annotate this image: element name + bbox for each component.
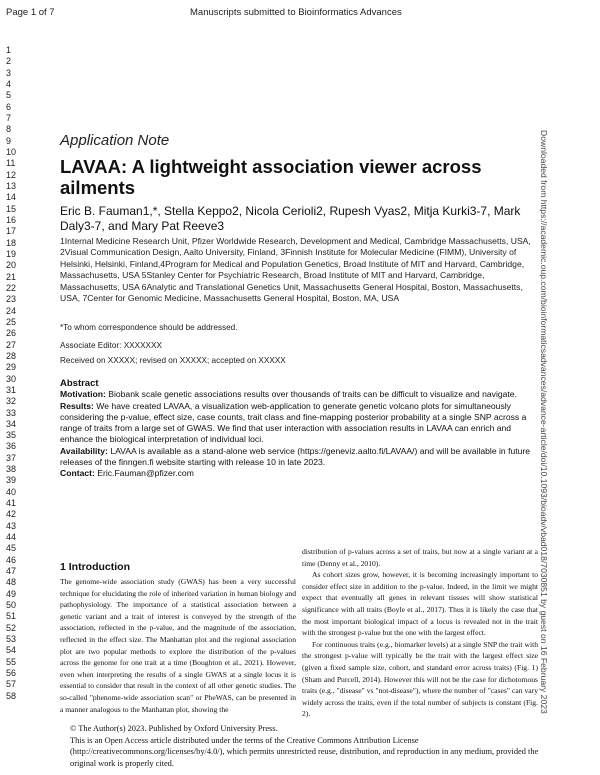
article-type: Application Note [60, 132, 170, 149]
line-number: 57 [6, 679, 17, 690]
line-number: 49 [6, 588, 17, 599]
line-number: 58 [6, 690, 17, 701]
article-title: LAVAA: A lightweight association viewer across ailments [60, 156, 482, 198]
line-number: 3 [6, 67, 12, 78]
line-number: 48 [6, 577, 17, 588]
line-number: 8 [6, 124, 12, 135]
line-number: 11 [6, 158, 16, 169]
intro-paragraph-2: distribution of p-values across a set of traits, but now at a single variant at a time (Denny et al., 2010). [302, 547, 538, 568]
line-number: 29 [6, 362, 17, 373]
abstract-results: Results: We have created LAVAA, a visualization web-application to generate genetic volcano plots for simultaneously considering the p-value, effect size, case counts, trait class and fine-mapping posterior probability at a single SNP across a range of traits from a large set of GWAS. We find that user interaction with association results in LAVAA can enrich and enhance the biological interpretation of individual loci. [60, 400, 527, 445]
download-sidebar: Downloaded from https://academic.oup.com/bioinformaticsadvances/advance-article/doi/10.1093/bioadv/vbad018/7030851 by guest on 16 February 2023 [539, 130, 549, 714]
line-number: 39 [6, 475, 17, 486]
line-number: 9 [6, 135, 12, 146]
line-number: 45 [6, 543, 17, 554]
author-list: Eric B. Fauman1,*, Stella Keppo2, Nicola Cerioli2, Rupesh Vyas2, Mitja Kurki3-7, Mark Daly3-7, and Mary Pat Reeve3 [60, 204, 521, 233]
line-number: 21 [6, 271, 17, 282]
line-number: 51 [6, 611, 17, 622]
line-number: 33 [6, 407, 17, 418]
line-number: 18 [6, 237, 17, 248]
correspondence-note: *To whom correspondence should be addressed. [60, 323, 238, 332]
line-number: 27 [6, 339, 17, 350]
line-number: 14 [6, 192, 17, 203]
line-number: 10 [6, 146, 17, 157]
line-number: 44 [6, 532, 17, 543]
line-number: 22 [6, 282, 17, 293]
line-number: 32 [6, 396, 17, 407]
intro-paragraph-1: The genome-wide association study (GWAS) has been a very successful technique for elucidating the role of inherited variation in human biology and pathophysiology. The importance of a statistical association between a genetic variant and a trait of interest is conveyed by the strength of the association, reflected in the p-value, and the magnitude of the association, reflected in the effect size. The Manhattan plot and the regional association plot are two popular methods to explore the distribution of the p-values across the genome for one trait at a time (Boughton et al., 2021). However, even when interpreting the results of a single GWAS at a single locus it is essential to consider that result in the context of all other genetic studies. The so-called "phenome-wide association scan" or PheWAS, can be presented in a manner analogous to the Manhattan plot, showing the [60, 577, 296, 714]
copyright: © The Author(s) 2023. Published by Oxford University Press. [70, 724, 278, 733]
line-number: 26 [6, 328, 17, 339]
line-number: 17 [6, 226, 17, 237]
line-number: 25 [6, 316, 17, 327]
line-number: 38 [6, 464, 17, 475]
abstract [60, 378, 538, 480]
line-number: 5 [6, 90, 12, 101]
section-heading-introduction: 1 Introduction [60, 561, 130, 573]
abstract-availability: Availability: LAVAA is available as a stand-alone web service (https://geneviz.aalto.fi/LAVAA/) and will be available in future releases of the finngen.fi website starting with release 10 in late 2023. [60, 445, 531, 468]
line-number: 2 [6, 56, 12, 67]
line-number: 24 [6, 305, 17, 316]
line-number: 7 [6, 112, 12, 123]
intro-paragraph-4: For continuous traits (e.g., biomarker levels) at a single SNP the trait with the strongest p-value will typically be the trait with the largest effect size (given a fixed sample size, cohort, and standard error across traits) (Fig. 1) (Sham and Purcell, 2014). However this will not be the case for dichotomous traits (e.g., "disease" vs "not-disease"), where the number of "cases" can vary widely across the traits, even if the total number of subjects is constant (Fig. 2). [302, 639, 538, 719]
line-number: 37 [6, 452, 17, 463]
line-number: 28 [6, 350, 17, 361]
line-number: 34 [6, 418, 17, 429]
line-number: 54 [6, 645, 17, 656]
journal-header: Manuscripts submitted to Bioinformatics Advances [190, 7, 402, 18]
line-number: 56 [6, 668, 17, 679]
line-number: 35 [6, 430, 17, 441]
line-number: 12 [6, 169, 17, 180]
line-number: 1 [6, 45, 12, 55]
line-number: 13 [6, 180, 17, 191]
received-dates: Received on XXXXX; revised on XXXXX; accepted on XXXXX [60, 356, 286, 365]
associate-editor: Associate Editor: XXXXXXX [60, 341, 162, 350]
line-number: 53 [6, 634, 17, 645]
line-number: 6 [6, 101, 12, 112]
line-number: 40 [6, 486, 17, 497]
line-number: 4 [6, 78, 12, 89]
line-number: 47 [6, 566, 17, 577]
intro-left-column [60, 576, 296, 715]
abstract-contact: Contact: Eric.Fauman@pfizer.com [60, 468, 194, 479]
line-number: 31 [6, 384, 17, 395]
line-number: 41 [6, 498, 17, 509]
line-number: 42 [6, 509, 17, 520]
intro-paragraph-3: As cohort sizes grow, however, it is becoming increasingly important to consider effect size in addition to the p-value. Indeed, in the limit we might expect that eventually all genes in relevant tissues will show statistical significance with all traits (Boyle et al., 2017). Thus it is likely the case that the most important biological impact of a locus is revealed not in the trait with the strongest p-value but the one with the largest effect. [302, 570, 538, 638]
line-number: 46 [6, 554, 17, 565]
line-number: 36 [6, 441, 17, 452]
line-number: 16 [6, 214, 17, 225]
affiliations: 1Internal Medicine Research Unit, Pfizer Worldwide Research, Development and Medical, Cambridge Massachusetts, USA, 2Visual Communication Design, Aalto University, Finland, 3Finnish Institute for Molecular Medicine (FIMM), University of Helsinki, Helsinki, Finland,4Program for Medical and Population Genetics, Broad Institute of MIT and Harvard, Cambridge, Massachusetts, USA 5Stanley Center for Psychiatric Research, Broad Institute of MIT and Harvard, Cambridge, Massachusetts, USA 6Analytic and Translational Genetics Unit, Massachusetts General Hospital, Boston, Massachusetts, USA, 7Center for Genomic Medicine, Massachusetts General Hospital, Boston, MA, USA [60, 236, 531, 304]
line-number: 52 [6, 622, 17, 633]
line-numbers [6, 45, 26, 702]
line-number: 19 [6, 248, 17, 259]
intro-right-column [302, 546, 538, 720]
line-number: 23 [6, 294, 17, 305]
license-footer [70, 723, 560, 769]
abstract-heading: Abstract [60, 378, 99, 389]
abstract-motivation: Motivation: Biobank scale genetic associations results over thousands of traits can be difficult to visualize and navigate. [60, 389, 517, 400]
line-number: 55 [6, 656, 17, 667]
line-number: 43 [6, 520, 17, 531]
line-number: 30 [6, 373, 17, 384]
contact-email[interactable]: Eric.Fauman@pfizer.com [97, 468, 194, 479]
line-number: 50 [6, 600, 17, 611]
license-text: This is an Open Access article distributed under the terms of the Creative Commons Attribution License (http://creativecommons.org/licenses/by/4.0/), which permits unrestricted reuse, distribution, and reproduction in any medium, provided the original work is properly cited. [70, 735, 539, 768]
line-number: 20 [6, 260, 17, 271]
line-number: 15 [6, 203, 17, 214]
page-number: Page 1 of 7 [6, 7, 55, 18]
